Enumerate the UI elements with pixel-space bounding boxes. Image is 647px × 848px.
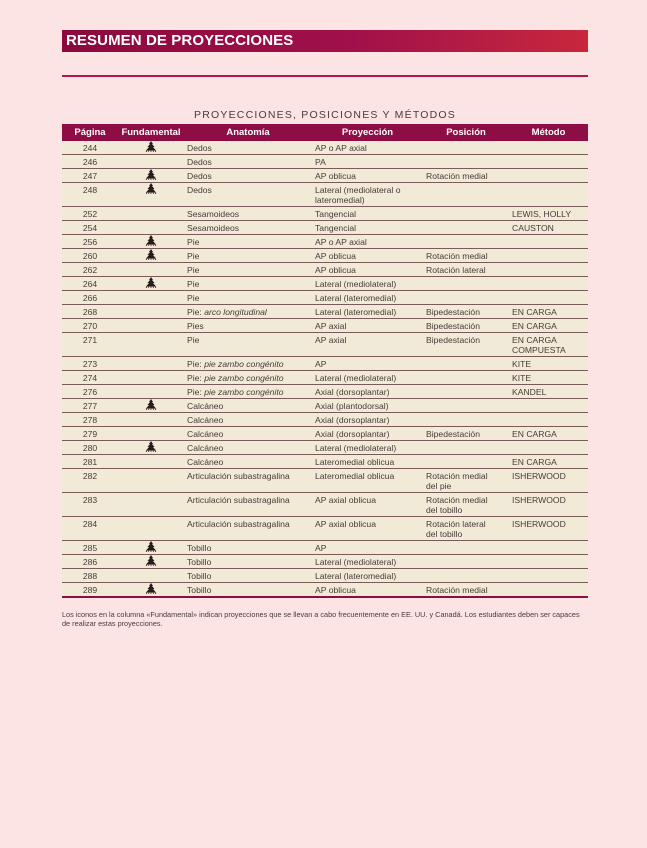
cell-fundamental bbox=[118, 305, 184, 319]
cell-method bbox=[509, 541, 588, 555]
anatomy-text: Calcáneo bbox=[187, 443, 224, 453]
cell-fundamental bbox=[118, 441, 184, 455]
cell-page: 266 bbox=[62, 291, 118, 305]
essential-projection-icon bbox=[144, 249, 158, 259]
cell-fundamental bbox=[118, 141, 184, 155]
anatomy-text: Pie bbox=[187, 279, 200, 289]
anatomy-text: Calcáneo bbox=[187, 457, 224, 467]
cell-fundamental bbox=[118, 249, 184, 263]
cell-method: CAUSTON bbox=[509, 221, 588, 235]
cell-method: EN CARGA bbox=[509, 427, 588, 441]
cell-position bbox=[423, 183, 509, 207]
table-row bbox=[62, 249, 588, 263]
anatomy-text: Articulación subastragalina bbox=[187, 519, 290, 529]
cell-projection: Axial (dorsoplantar) bbox=[312, 385, 423, 399]
cell-projection: AP oblicua bbox=[312, 169, 423, 183]
cell-anatomy bbox=[184, 319, 312, 333]
cell-position bbox=[423, 569, 509, 583]
table-row bbox=[62, 569, 588, 583]
anatomy-text: Pie: bbox=[187, 387, 205, 397]
essential-projection-icon bbox=[144, 555, 158, 565]
cell-method bbox=[509, 399, 588, 413]
cell-page: 288 bbox=[62, 569, 118, 583]
cell-page: 248 bbox=[62, 183, 118, 207]
cell-position: Rotación medial del pie bbox=[423, 469, 509, 493]
cell-anatomy bbox=[184, 569, 312, 583]
essential-projection-icon bbox=[144, 183, 158, 193]
table-row bbox=[62, 583, 588, 598]
cell-projection: Tangencial bbox=[312, 221, 423, 235]
cell-projection: Lateral (lateromedial) bbox=[312, 569, 423, 583]
cell-page: 281 bbox=[62, 455, 118, 469]
cell-anatomy bbox=[184, 517, 312, 541]
cell-fundamental bbox=[118, 385, 184, 399]
cell-page: 264 bbox=[62, 277, 118, 291]
cell-method bbox=[509, 249, 588, 263]
cell-projection: PA bbox=[312, 155, 423, 169]
cell-projection: Lateral (lateromedial) bbox=[312, 291, 423, 305]
cell-anatomy bbox=[184, 469, 312, 493]
column-header-page: Página bbox=[62, 124, 118, 141]
cell-page: 289 bbox=[62, 583, 118, 598]
anatomy-text: Calcáneo bbox=[187, 415, 224, 425]
cell-projection: AP axial bbox=[312, 319, 423, 333]
cell-method bbox=[509, 583, 588, 598]
cell-page: 277 bbox=[62, 399, 118, 413]
anatomy-text: Tobillo bbox=[187, 585, 212, 595]
cell-anatomy bbox=[184, 155, 312, 169]
table-row bbox=[62, 371, 588, 385]
cell-projection: AP axial bbox=[312, 333, 423, 357]
table-row bbox=[62, 441, 588, 455]
cell-position: Rotación medial bbox=[423, 583, 509, 598]
projections-table bbox=[62, 124, 588, 598]
cell-position bbox=[423, 413, 509, 427]
anatomy-text: Pie: bbox=[187, 307, 205, 317]
table-row bbox=[62, 333, 588, 357]
cell-page: 286 bbox=[62, 555, 118, 569]
cell-fundamental bbox=[118, 263, 184, 277]
cell-page: 282 bbox=[62, 469, 118, 493]
cell-fundamental bbox=[118, 413, 184, 427]
cell-fundamental bbox=[118, 555, 184, 569]
cell-projection: Axial (plantodorsal) bbox=[312, 399, 423, 413]
cell-projection: AP o AP axial bbox=[312, 235, 423, 249]
table-row bbox=[62, 141, 588, 155]
cell-projection: Lateral (mediolateral) bbox=[312, 441, 423, 455]
anatomy-text: Pie bbox=[187, 335, 200, 345]
anatomy-text: Sesamoideos bbox=[187, 209, 240, 219]
anatomy-text: Dedos bbox=[187, 185, 212, 195]
projections-table-container bbox=[62, 124, 588, 598]
table-caption: PROYECCIONES, POSICIONES Y MÉTODOS bbox=[194, 109, 456, 121]
table-row bbox=[62, 183, 588, 207]
cell-fundamental bbox=[118, 541, 184, 555]
cell-anatomy bbox=[184, 235, 312, 249]
cell-anatomy bbox=[184, 169, 312, 183]
cell-page: 280 bbox=[62, 441, 118, 455]
cell-fundamental bbox=[118, 371, 184, 385]
cell-position bbox=[423, 235, 509, 249]
table-row bbox=[62, 399, 588, 413]
cell-page: 252 bbox=[62, 207, 118, 221]
cell-page: 247 bbox=[62, 169, 118, 183]
anatomy-text: Articulación subastragalina bbox=[187, 495, 290, 505]
cell-method: EN CARGA bbox=[509, 305, 588, 319]
anatomy-text: Articulación subastragalina bbox=[187, 471, 290, 481]
table-row bbox=[62, 469, 588, 493]
table-row bbox=[62, 413, 588, 427]
essential-projection-icon bbox=[144, 169, 158, 179]
cell-anatomy bbox=[184, 207, 312, 221]
cell-projection: Lateral (mediolateral) bbox=[312, 277, 423, 291]
cell-fundamental bbox=[118, 469, 184, 493]
anatomy-italic-text: pie zambo congénito bbox=[204, 387, 284, 397]
cell-anatomy bbox=[184, 357, 312, 371]
cell-method bbox=[509, 555, 588, 569]
anatomy-text: Pie: bbox=[187, 359, 205, 369]
cell-projection: AP axial oblicua bbox=[312, 493, 423, 517]
anatomy-text: Tobillo bbox=[187, 557, 212, 567]
cell-anatomy bbox=[184, 413, 312, 427]
cell-method: KITE bbox=[509, 371, 588, 385]
essential-projection-icon bbox=[144, 441, 158, 451]
anatomy-text: Pie bbox=[187, 265, 200, 275]
cell-position: Rotación medial bbox=[423, 249, 509, 263]
table-row bbox=[62, 455, 588, 469]
cell-anatomy bbox=[184, 277, 312, 291]
essential-projection-icon bbox=[144, 399, 158, 409]
cell-projection: Lateral (mediolateral) bbox=[312, 555, 423, 569]
cell-fundamental bbox=[118, 333, 184, 357]
cell-anatomy bbox=[184, 455, 312, 469]
cell-page: 256 bbox=[62, 235, 118, 249]
anatomy-text: Sesamoideos bbox=[187, 223, 240, 233]
anatomy-text: Pie: bbox=[187, 373, 205, 383]
cell-position: Bipedestación bbox=[423, 333, 509, 357]
anatomy-text: Dedos bbox=[187, 157, 212, 167]
cell-projection: Lateral (lateromedial) bbox=[312, 305, 423, 319]
cell-method: LEWIS, HOLLY bbox=[509, 207, 588, 221]
page-title: RESUMEN DE PROYECCIONES bbox=[62, 30, 588, 52]
essential-projection-icon bbox=[144, 583, 158, 593]
cell-projection: Lateral (mediolateral) bbox=[312, 371, 423, 385]
cell-fundamental bbox=[118, 207, 184, 221]
cell-anatomy bbox=[184, 263, 312, 277]
anatomy-text: Dedos bbox=[187, 143, 212, 153]
cell-anatomy bbox=[184, 333, 312, 357]
cell-anatomy bbox=[184, 441, 312, 455]
table-row bbox=[62, 155, 588, 169]
cell-fundamental bbox=[118, 221, 184, 235]
cell-fundamental bbox=[118, 427, 184, 441]
cell-method bbox=[509, 235, 588, 249]
anatomy-italic-text: arco longitudinal bbox=[204, 307, 267, 317]
column-header-position: Posición bbox=[423, 124, 509, 141]
cell-page: 246 bbox=[62, 155, 118, 169]
cell-position bbox=[423, 399, 509, 413]
cell-method bbox=[509, 413, 588, 427]
cell-projection: Axial (dorsoplantar) bbox=[312, 413, 423, 427]
cell-method: ISHERWOOD bbox=[509, 469, 588, 493]
cell-method bbox=[509, 263, 588, 277]
cell-anatomy bbox=[184, 291, 312, 305]
table-row bbox=[62, 235, 588, 249]
cell-projection: AP o AP axial bbox=[312, 141, 423, 155]
cell-method: KANDEL bbox=[509, 385, 588, 399]
cell-fundamental bbox=[118, 569, 184, 583]
anatomy-text: Calcáneo bbox=[187, 429, 224, 439]
cell-anatomy bbox=[184, 427, 312, 441]
cell-page: 262 bbox=[62, 263, 118, 277]
cell-projection: AP oblicua bbox=[312, 249, 423, 263]
table-row bbox=[62, 541, 588, 555]
table-row bbox=[62, 305, 588, 319]
essential-projection-icon bbox=[144, 541, 158, 551]
cell-anatomy bbox=[184, 555, 312, 569]
anatomy-italic-text: pie zambo congénito bbox=[204, 359, 284, 369]
cell-fundamental bbox=[118, 399, 184, 413]
cell-position bbox=[423, 455, 509, 469]
cell-projection: AP axial oblicua bbox=[312, 517, 423, 541]
table-row bbox=[62, 357, 588, 371]
cell-fundamental bbox=[118, 155, 184, 169]
cell-anatomy bbox=[184, 141, 312, 155]
cell-page: 254 bbox=[62, 221, 118, 235]
table-header-row bbox=[62, 124, 588, 141]
cell-anatomy bbox=[184, 399, 312, 413]
cell-page: 274 bbox=[62, 371, 118, 385]
cell-position bbox=[423, 207, 509, 221]
cell-method bbox=[509, 277, 588, 291]
cell-fundamental bbox=[118, 357, 184, 371]
cell-projection: AP bbox=[312, 357, 423, 371]
cell-method bbox=[509, 569, 588, 583]
cell-projection: Lateromedial oblicua bbox=[312, 455, 423, 469]
cell-anatomy bbox=[184, 493, 312, 517]
cell-position: Bipedestación bbox=[423, 305, 509, 319]
cell-position bbox=[423, 441, 509, 455]
column-header-projection: Proyección bbox=[312, 124, 423, 141]
cell-anatomy bbox=[184, 385, 312, 399]
cell-position bbox=[423, 371, 509, 385]
anatomy-text: Pie bbox=[187, 237, 200, 247]
cell-anatomy bbox=[184, 249, 312, 263]
cell-projection: AP oblicua bbox=[312, 263, 423, 277]
cell-page: 279 bbox=[62, 427, 118, 441]
anatomy-text: Tobillo bbox=[187, 571, 212, 581]
column-header-fundamental: Fundamental bbox=[118, 124, 184, 141]
cell-method bbox=[509, 155, 588, 169]
cell-method: EN CARGA bbox=[509, 455, 588, 469]
cell-position bbox=[423, 141, 509, 155]
cell-position bbox=[423, 155, 509, 169]
table-row bbox=[62, 291, 588, 305]
cell-fundamental bbox=[118, 493, 184, 517]
cell-position bbox=[423, 277, 509, 291]
cell-position: Rotación lateral bbox=[423, 263, 509, 277]
cell-page: 270 bbox=[62, 319, 118, 333]
cell-page: 271 bbox=[62, 333, 118, 357]
cell-fundamental bbox=[118, 235, 184, 249]
cell-anatomy bbox=[184, 183, 312, 207]
cell-method: ISHERWOOD bbox=[509, 493, 588, 517]
essential-projection-icon bbox=[144, 141, 158, 151]
cell-position: Bipedestación bbox=[423, 427, 509, 441]
table-body bbox=[62, 141, 588, 597]
cell-method: EN CARGA bbox=[509, 319, 588, 333]
cell-position: Rotación lateral del tobillo bbox=[423, 517, 509, 541]
table-row bbox=[62, 221, 588, 235]
cell-anatomy bbox=[184, 583, 312, 598]
cell-page: 273 bbox=[62, 357, 118, 371]
cell-page: 276 bbox=[62, 385, 118, 399]
essential-projection-icon bbox=[144, 277, 158, 287]
cell-fundamental bbox=[118, 169, 184, 183]
anatomy-italic-text: pie zambo congénito bbox=[204, 373, 284, 383]
cell-position bbox=[423, 541, 509, 555]
table-row bbox=[62, 493, 588, 517]
column-header-anatomy: Anatomía bbox=[184, 124, 312, 141]
cell-method: ISHERWOOD bbox=[509, 517, 588, 541]
anatomy-text: Pies bbox=[187, 321, 204, 331]
footnote: Los iconos en la columna «Fundamental» indican proyecciones que se llevan a cabo frecuentemente en EE. UU. y Canadá. Los estudiantes deben ser capaces de realizar estas proyecciones. bbox=[62, 610, 580, 628]
title-divider bbox=[62, 75, 588, 77]
anatomy-text: Calcáneo bbox=[187, 401, 224, 411]
table-row bbox=[62, 169, 588, 183]
column-header-method: Método bbox=[509, 124, 588, 141]
cell-position bbox=[423, 221, 509, 235]
cell-fundamental bbox=[118, 183, 184, 207]
cell-position bbox=[423, 555, 509, 569]
cell-position: Bipedestación bbox=[423, 319, 509, 333]
cell-fundamental bbox=[118, 277, 184, 291]
anatomy-text: Tobillo bbox=[187, 543, 212, 553]
essential-projection-icon bbox=[144, 235, 158, 245]
cell-position bbox=[423, 357, 509, 371]
cell-page: 244 bbox=[62, 141, 118, 155]
cell-page: 278 bbox=[62, 413, 118, 427]
table-row bbox=[62, 319, 588, 333]
table-row bbox=[62, 427, 588, 441]
table-row bbox=[62, 263, 588, 277]
cell-projection: Tangencial bbox=[312, 207, 423, 221]
cell-anatomy bbox=[184, 221, 312, 235]
cell-fundamental bbox=[118, 455, 184, 469]
cell-page: 284 bbox=[62, 517, 118, 541]
cell-page: 283 bbox=[62, 493, 118, 517]
cell-projection: AP oblicua bbox=[312, 583, 423, 598]
cell-page: 285 bbox=[62, 541, 118, 555]
cell-anatomy bbox=[184, 541, 312, 555]
anatomy-text: Pie bbox=[187, 293, 200, 303]
cell-method bbox=[509, 183, 588, 207]
table-row bbox=[62, 517, 588, 541]
cell-method bbox=[509, 441, 588, 455]
cell-method bbox=[509, 291, 588, 305]
cell-method: KITE bbox=[509, 357, 588, 371]
cell-position bbox=[423, 385, 509, 399]
table-row bbox=[62, 277, 588, 291]
cell-anatomy bbox=[184, 371, 312, 385]
cell-method bbox=[509, 141, 588, 155]
cell-fundamental bbox=[118, 319, 184, 333]
table-row bbox=[62, 207, 588, 221]
table-row bbox=[62, 555, 588, 569]
cell-method: EN CARGA COMPUESTA bbox=[509, 333, 588, 357]
cell-projection: Axial (dorsoplantar) bbox=[312, 427, 423, 441]
cell-fundamental bbox=[118, 291, 184, 305]
cell-position bbox=[423, 291, 509, 305]
cell-projection: Lateral (mediolateral o lateromedial) bbox=[312, 183, 423, 207]
cell-page: 268 bbox=[62, 305, 118, 319]
cell-method bbox=[509, 169, 588, 183]
table-row bbox=[62, 385, 588, 399]
cell-position: Rotación medial bbox=[423, 169, 509, 183]
anatomy-text: Dedos bbox=[187, 171, 212, 181]
anatomy-text: Pie bbox=[187, 251, 200, 261]
cell-position: Rotación medial del tobillo bbox=[423, 493, 509, 517]
cell-projection: AP bbox=[312, 541, 423, 555]
cell-fundamental bbox=[118, 517, 184, 541]
cell-anatomy bbox=[184, 305, 312, 319]
cell-page: 260 bbox=[62, 249, 118, 263]
cell-fundamental bbox=[118, 583, 184, 598]
cell-projection: Lateromedial oblicua bbox=[312, 469, 423, 493]
